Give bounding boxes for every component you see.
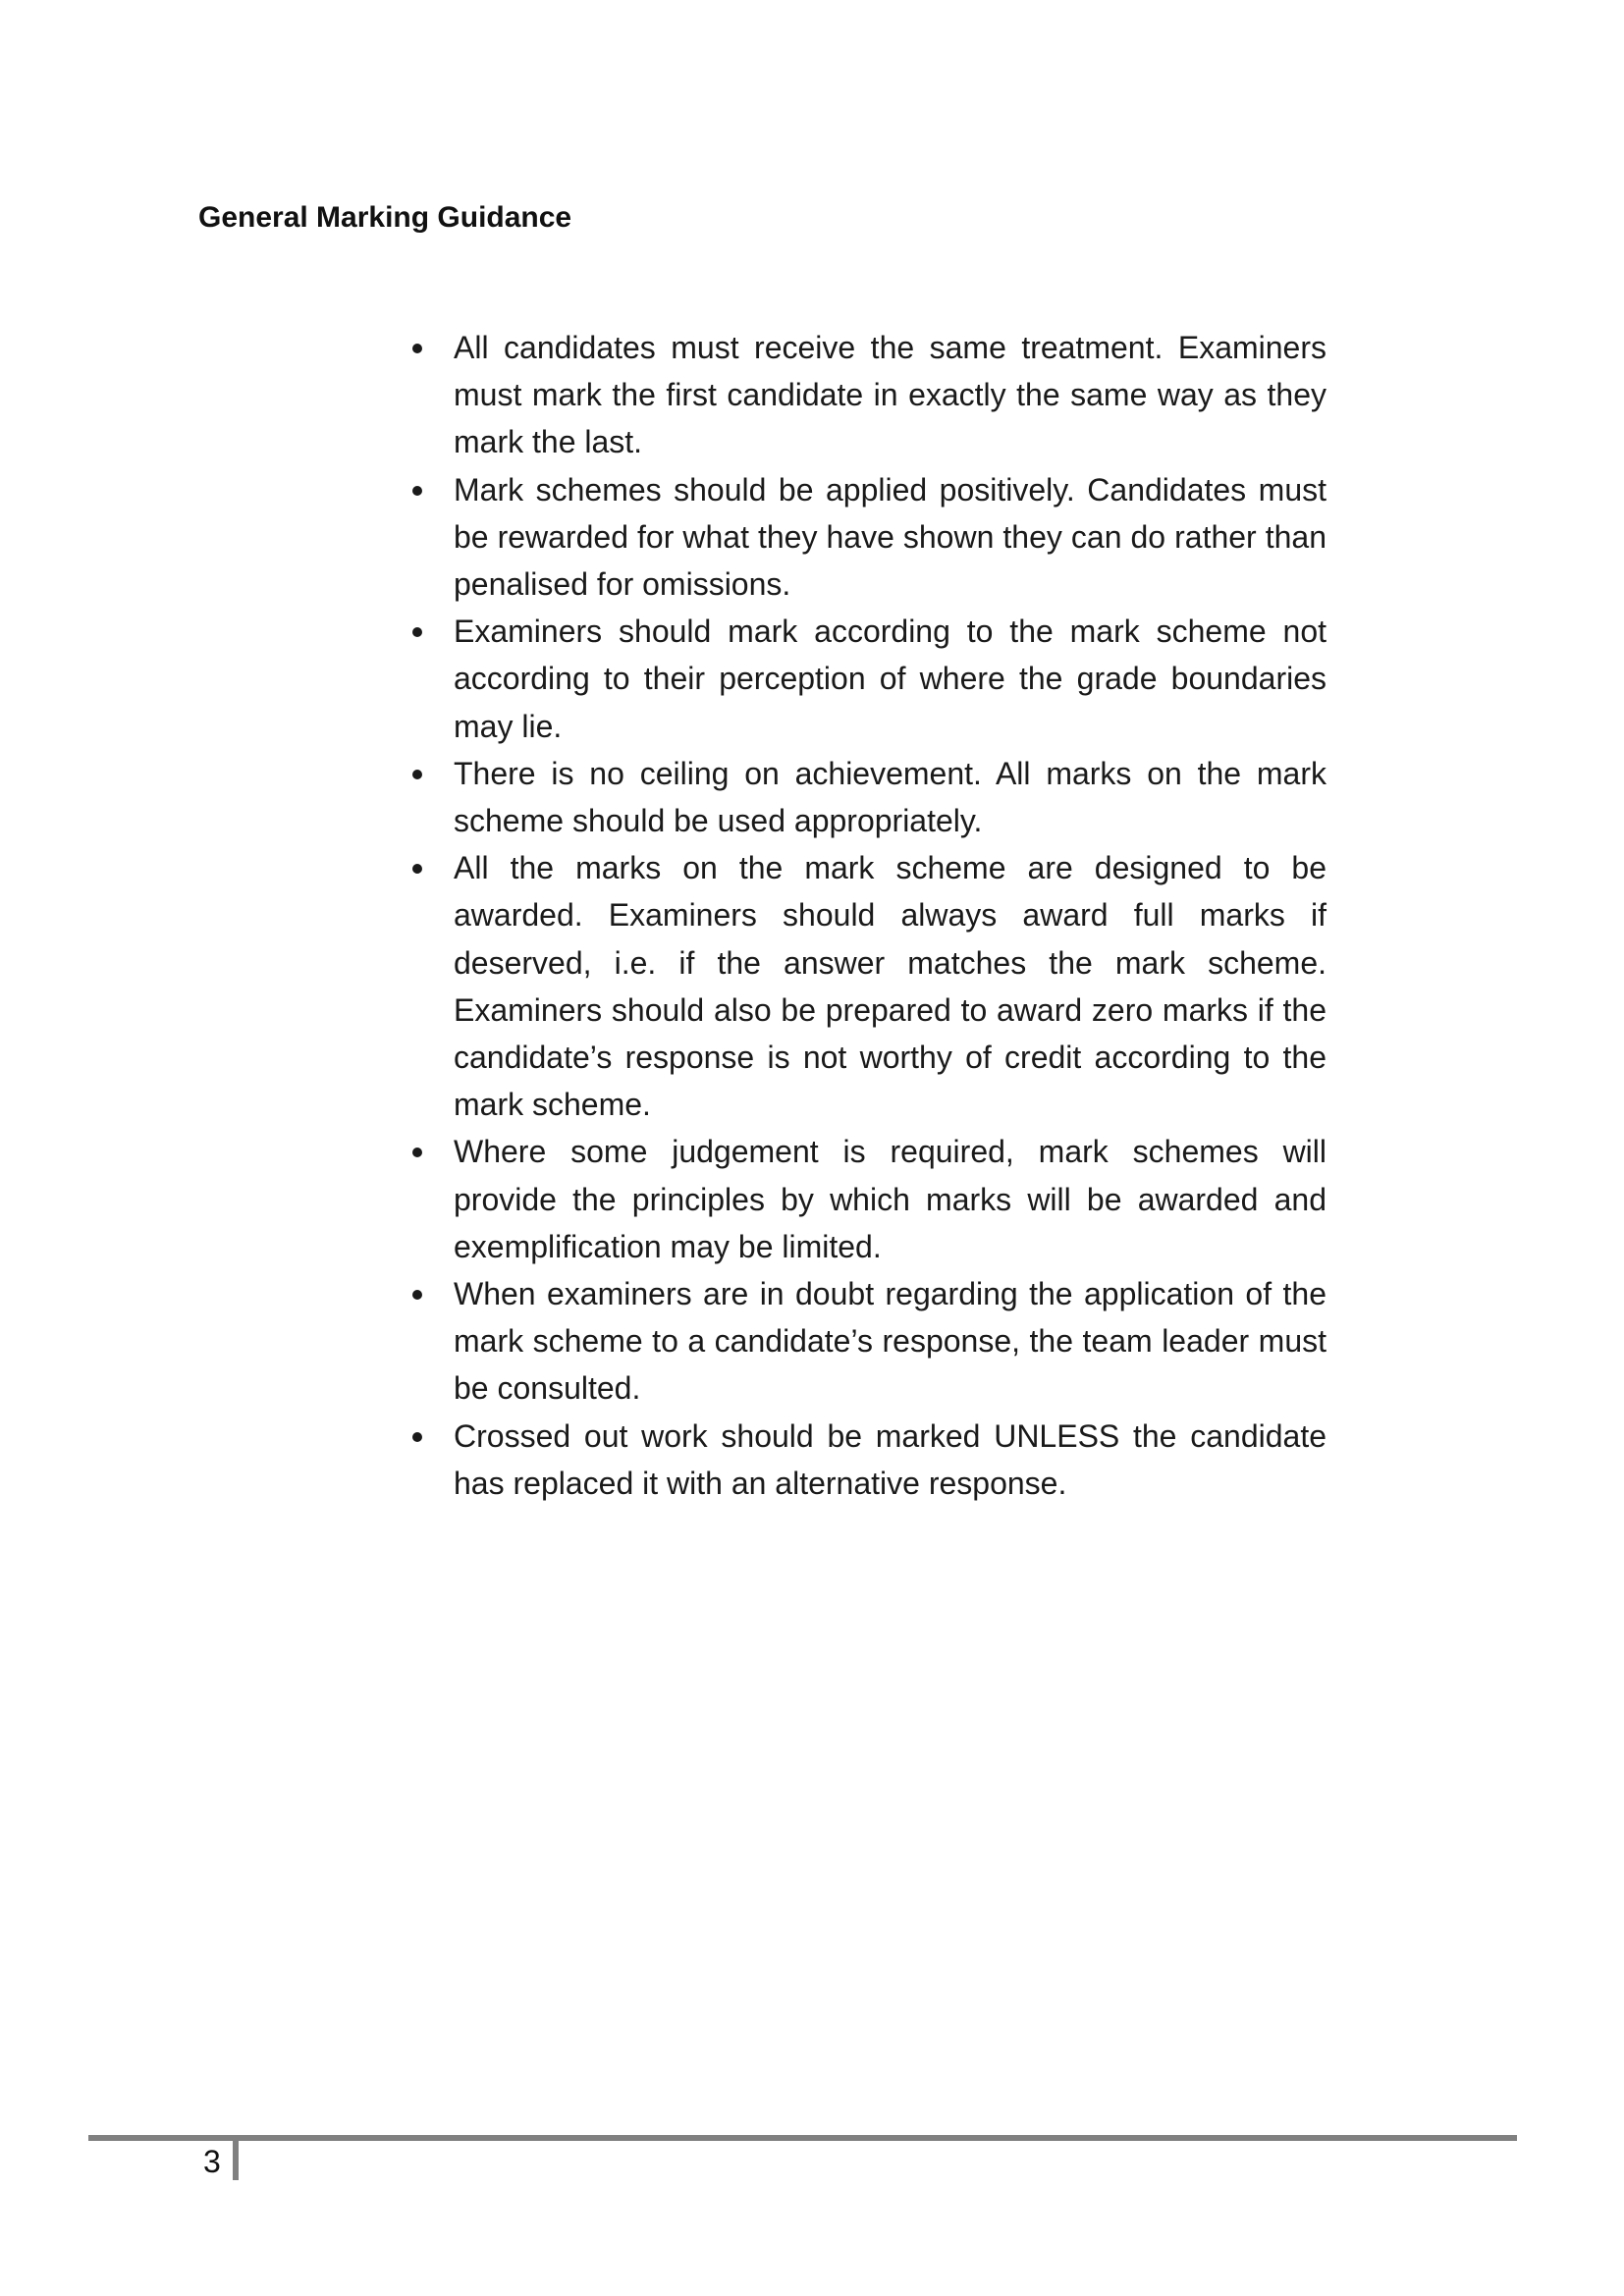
page-heading: General Marking Guidance: [198, 201, 572, 234]
footer-divider: [88, 2135, 1517, 2141]
bullet-icon: [412, 770, 422, 779]
list-item: [454, 324, 1326, 466]
bullet-icon: [412, 1148, 422, 1157]
list-item-text: All candidates must receive the same treatment. Examiners must mark the first candidate in exactly the same way as they mark the last.: [454, 330, 1326, 460]
bullet-icon: [412, 344, 422, 353]
list-item: [454, 1270, 1326, 1413]
list-item-text: Where some judgement is required, mark schemes will provide the principles by which marks will be awarded and exemplification may be limited.: [454, 1134, 1326, 1264]
list-item-text: Crossed out work should be marked UNLESS the candidate has replaced it with an alternative response.: [454, 1417, 1326, 1501]
page-number: 3: [203, 2144, 221, 2179]
list-item: [454, 1128, 1326, 1270]
list-item: [454, 844, 1326, 1128]
list-item-text: Mark schemes should be applied positively. Candidates must be rewarded for what they have shown they can do rather than penalised for omissions.: [454, 471, 1326, 603]
bullet-icon: [412, 864, 422, 874]
list-item: [454, 608, 1326, 750]
list-item: [454, 1413, 1326, 1507]
bullet-icon: [412, 627, 422, 637]
list-item-text: When examiners are in doubt regarding the application of the mark scheme to a candidate’s response, the team leader must be consulted.: [454, 1276, 1326, 1407]
guidance-list: [454, 324, 1326, 1507]
bullet-icon: [412, 1432, 422, 1442]
list-item-text: There is no ceiling on achievement. All marks on the mark scheme should be used appropriately.: [454, 755, 1326, 839]
bullet-icon: [412, 486, 422, 496]
page-number-divider: [233, 2135, 239, 2180]
list-item-text: Examiners should mark according to the mark scheme not according to their perception of where the grade boundaries may lie.: [454, 614, 1326, 744]
list-item: [454, 466, 1326, 609]
bullet-icon: [412, 1290, 422, 1300]
list-item: [454, 750, 1326, 844]
list-item-text: All the marks on the mark scheme are designed to be awarded. Examiners should always award full marks if deserved, i.e. if the answer matches the mark scheme. Examiners should also be prepared to award zero marks if the candidate’s response is not worthy of credit according to the mark scheme.: [454, 850, 1326, 1123]
